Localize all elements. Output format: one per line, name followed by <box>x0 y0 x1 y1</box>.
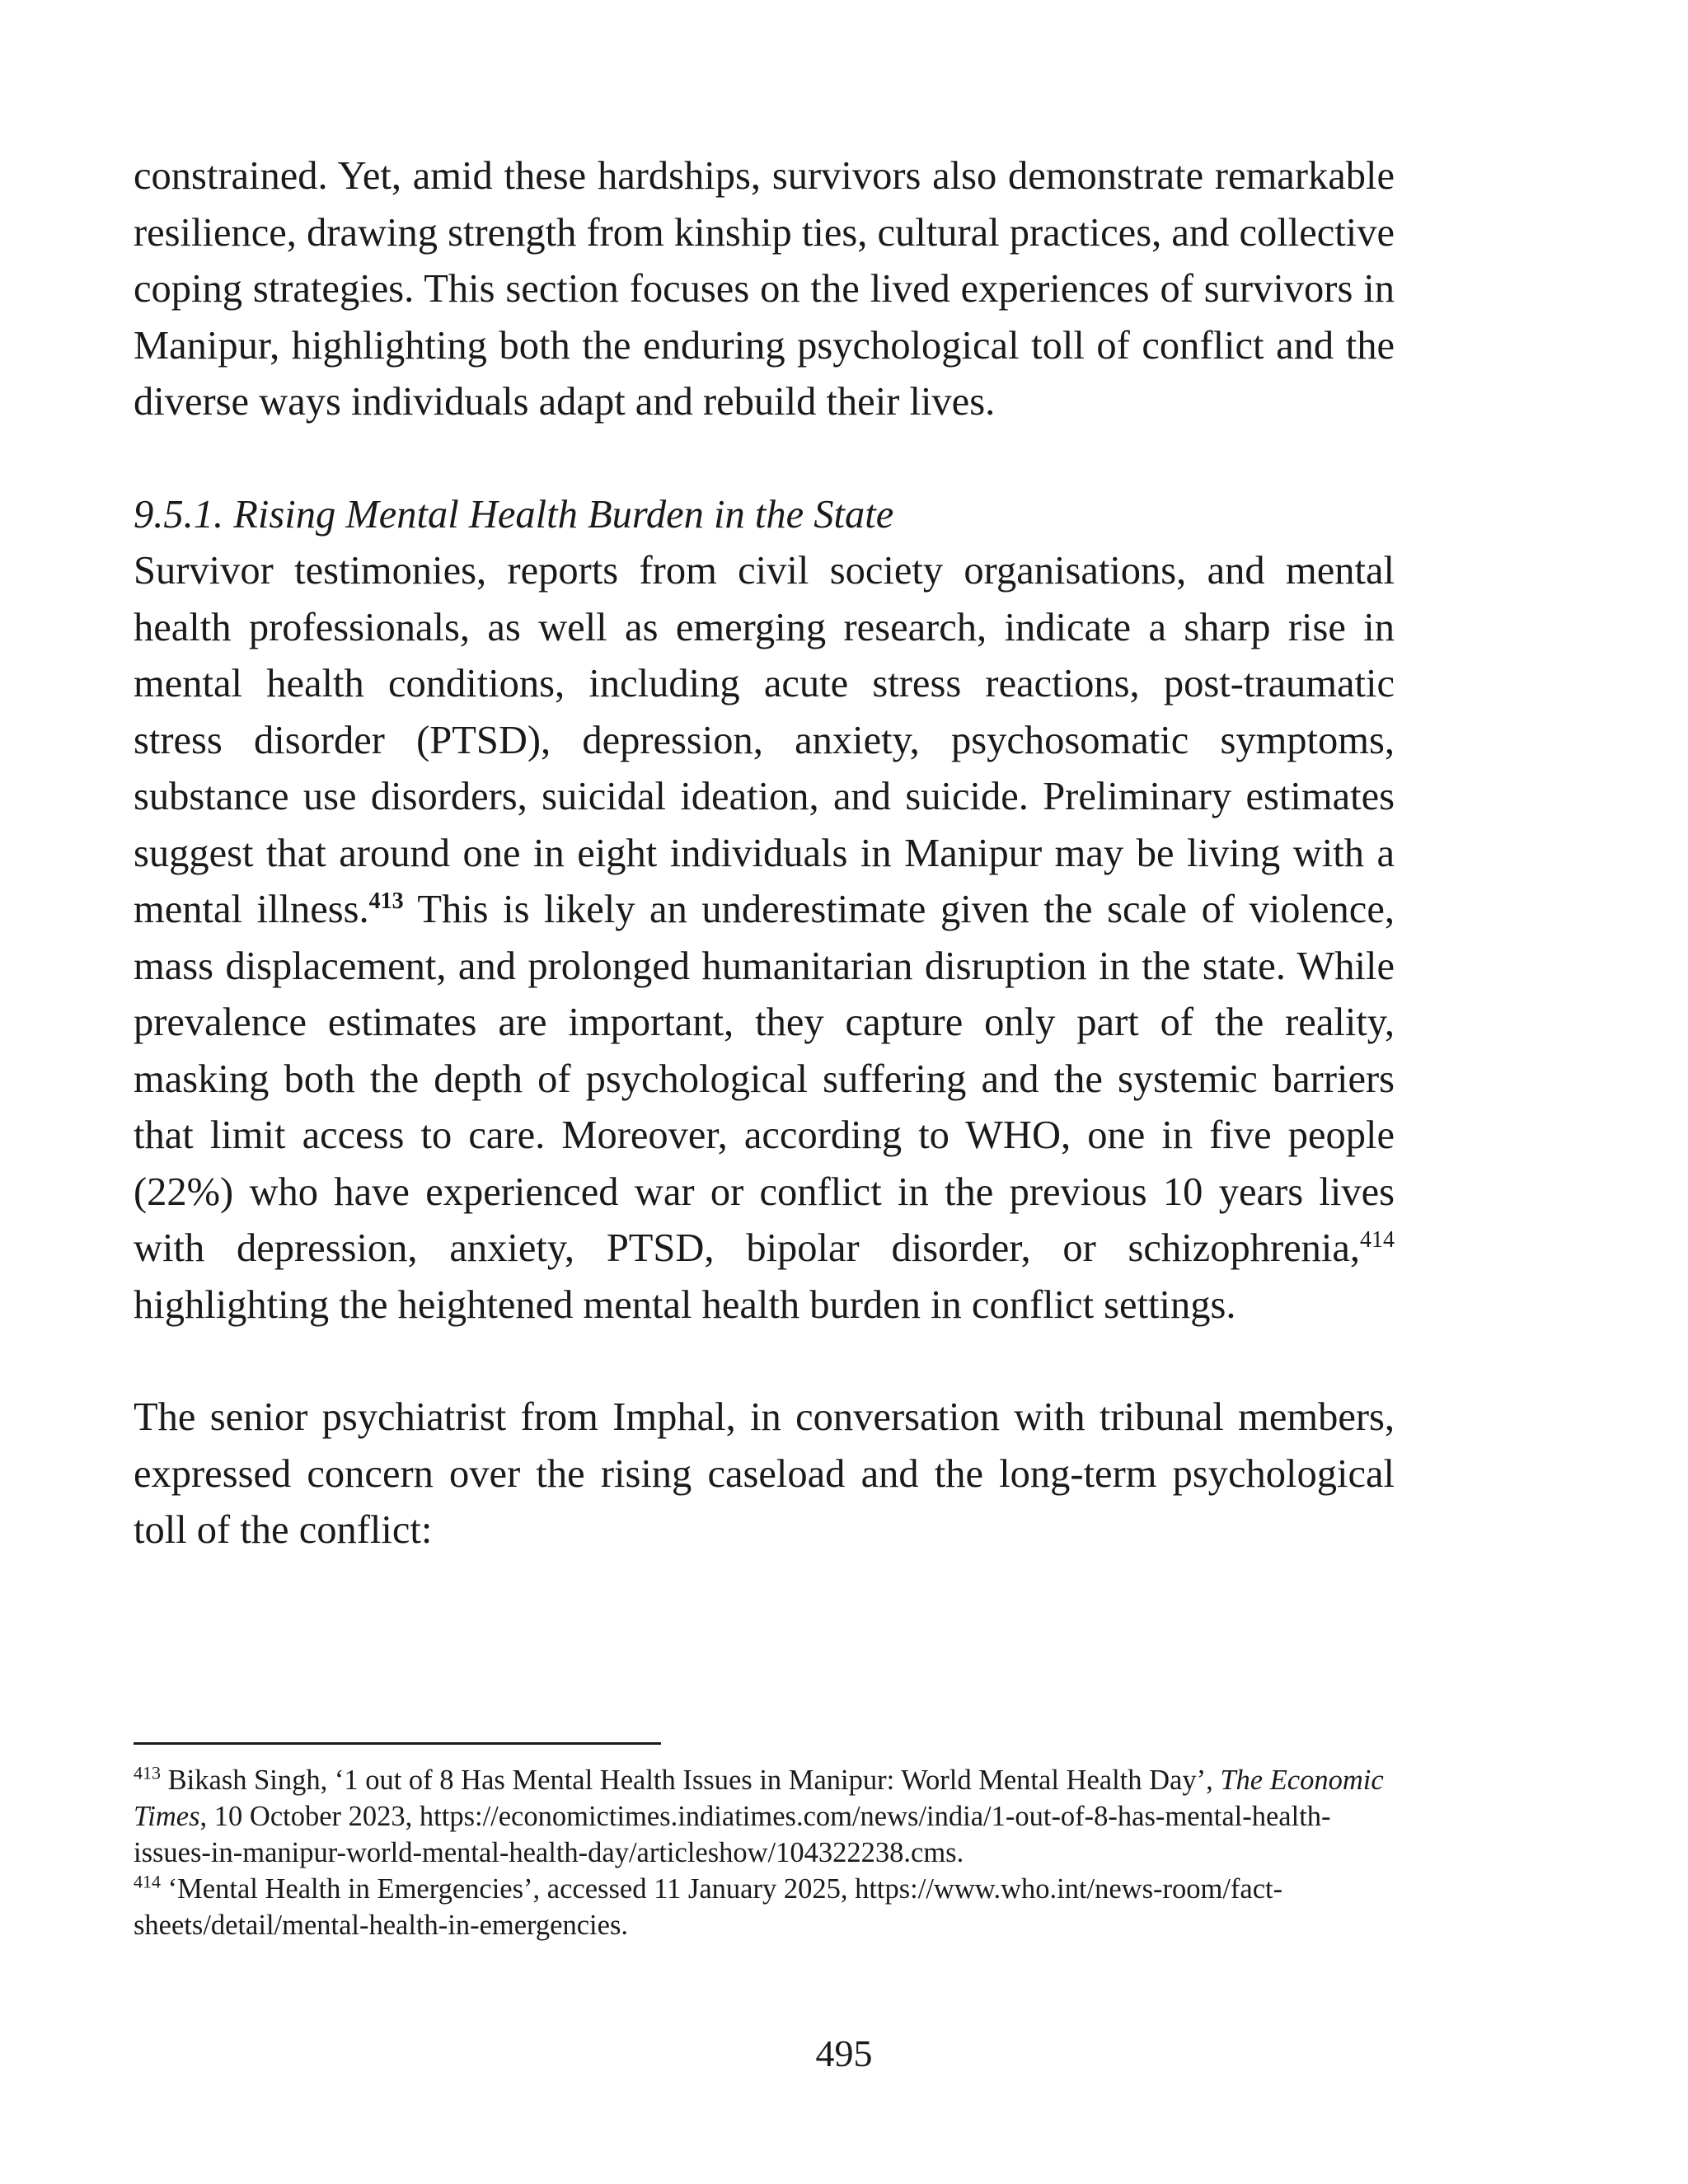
footnote-separator <box>134 1742 661 1745</box>
footnote-text: , 10 October 2023, https://economictimes.indiatimes.com/news/india/1-out-of-8-has-mental-health-issues-in-manipur-world-mental-health-day/articleshow/104322238.cms. <box>134 1801 1331 1868</box>
paragraph-text: highlighting the heightened mental health burden in conflict settings. <box>134 1282 1236 1327</box>
paragraph-intro: constrained. Yet, amid these hardships, survivors also demonstrate remarkable resilience, drawing strength from kinship ties, cultural practices, and collective coping strategies. This section focuses on the lived experiences of survivors in Manipur, highlighting both the enduring psychological toll of conflict and the diverse ways individuals adapt and rebuild their lives. <box>134 154 1395 424</box>
footnote-number: 413 <box>134 1762 161 1783</box>
paragraph-psychiatrist: The senior psychiatrist from Imphal, in conversation with tribunal members, expressed concern over the rising caseload and the long-term psychological toll of the conflict: <box>134 1395 1395 1552</box>
footnote-text: ‘Mental Health in Emergencies’, accessed 11 January 2025, https://www.who.int/news-room/fact-sheets/detail/mental-health-in-emergencies. <box>134 1873 1283 1941</box>
footnote-414 <box>134 1871 1395 1943</box>
paragraph-text: Survivor testimonies, reports from civil society organisations, and mental health professionals, as well as emerging research, indicate a sharp rise in mental health conditions, including acute stress reactions, post-traumatic stress disorder (PTSD), depression, anxiety, psychosomatic symptoms, substance use disorders, suicidal ideation, and suicide. Preliminary estimates suggest that around one in eight individuals in Manipur may be living with a mental illness. <box>134 549 1395 931</box>
section-heading: 9.5.1. Rising Mental Health Burden in the State <box>134 492 894 537</box>
paragraph-text: This is likely an underestimate given the scale of violence, mass displacement, and prolonged humanitarian disruption in the state. While prevalence estimates are important, they capture only part of the reality, masking both the depth of psychological suffering and the systemic barriers that limit access to care. Moreover, according to WHO, one in five people (22%) who have experienced war or conflict in the previous 10 years lives with depression, anxiety, PTSD, bipolar disorder, or schizophrenia, <box>134 888 1395 1270</box>
footnote-413 <box>134 1762 1395 1871</box>
footnote-number: 414 <box>134 1871 161 1892</box>
footnote-source-title: The Economic Times <box>134 1765 1384 1832</box>
paragraph-gap <box>134 1333 1395 1390</box>
footnote-text: Bikash Singh, ‘1 out of 8 Has Mental Health Issues in Manipur: World Mental Health Day’, <box>161 1765 1221 1796</box>
page-number: 495 <box>815 2032 873 2074</box>
page-body <box>134 148 1395 1559</box>
paragraph-mental-health <box>134 543 1395 1333</box>
footnote-ref-414[interactable]: 414 <box>1360 1226 1395 1253</box>
footnotes <box>134 1762 1395 1943</box>
footnote-ref-413[interactable]: 413 <box>368 888 404 914</box>
paragraph-gap <box>134 431 1395 487</box>
